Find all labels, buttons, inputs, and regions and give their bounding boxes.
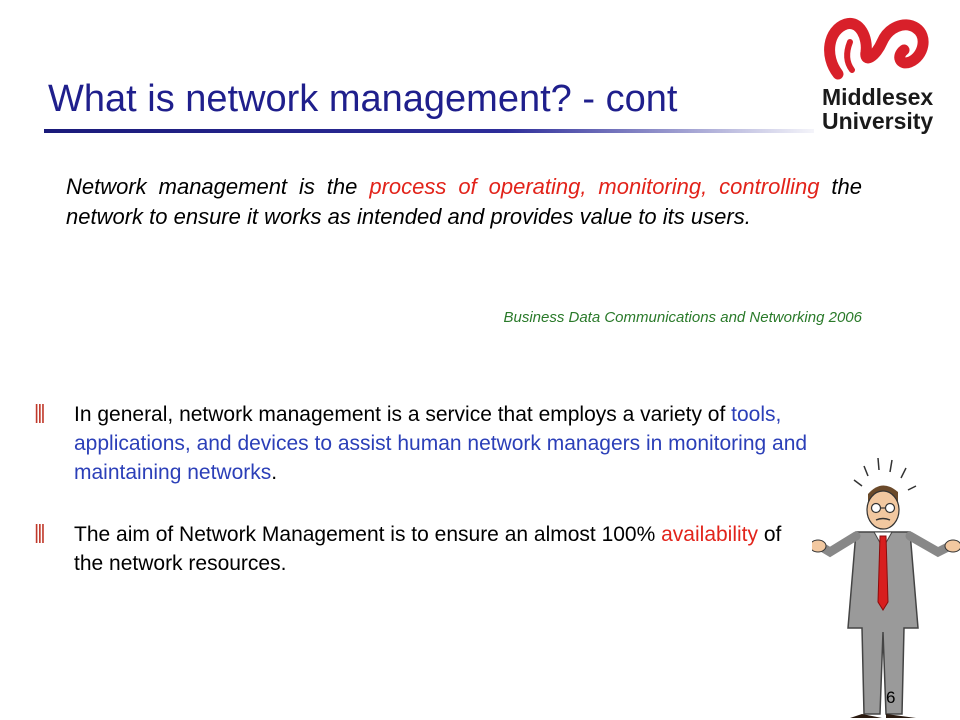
quote-text: the network to ensure it works as intended and provides value to its users. <box>66 174 862 229</box>
logo-text-line2: University <box>822 108 934 134</box>
bullet-item <box>74 400 884 487</box>
bullet-text: of the network resources. <box>74 523 782 575</box>
definition-quote <box>66 172 862 232</box>
bullet-text: . <box>271 461 278 484</box>
quote-highlight: process of operating, monitoring, controlling <box>369 174 820 199</box>
quote-text: Network management is the <box>66 174 370 199</box>
quote-source: Business Data Communications and Networking 2006 <box>503 309 862 326</box>
title-underline <box>44 129 814 133</box>
bullet-marker: ||| <box>34 522 44 544</box>
logo-text-line1: Middlesex <box>822 84 934 110</box>
slide-title: What is network management? - cont <box>48 78 678 120</box>
bullet-item <box>74 520 814 578</box>
bullet-highlight: availability <box>661 523 759 546</box>
page-number: 6 <box>886 688 896 707</box>
bullet-highlight: tools, applications, and devices to assist human network managers in monitoring and maintaining networks <box>74 403 808 484</box>
bullet-text: In general, network management is a service that employs a variety of <box>74 403 732 426</box>
bullet-marker: ||| <box>34 402 44 424</box>
bullet-text: The aim of Network Management is to ensure an almost 100% <box>74 523 662 546</box>
confused-businessman-icon <box>812 452 960 720</box>
